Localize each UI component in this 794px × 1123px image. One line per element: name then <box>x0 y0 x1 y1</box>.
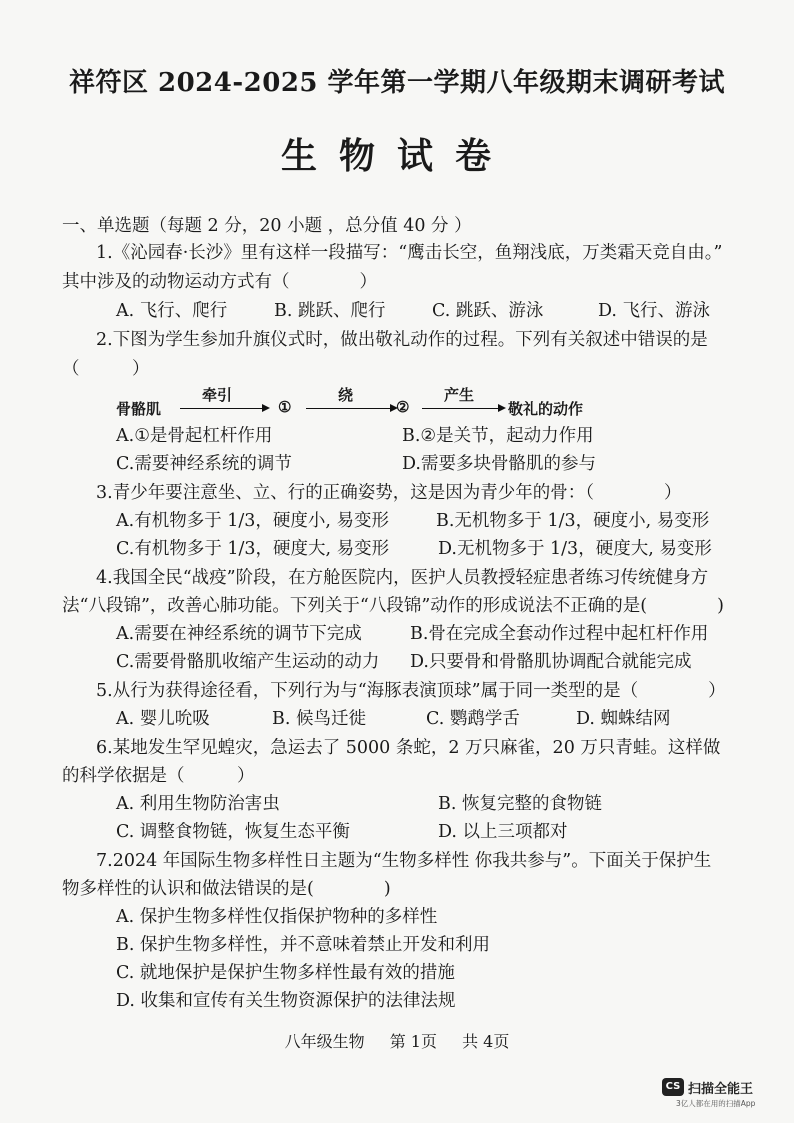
scanner-watermark <box>662 1076 780 1110</box>
question-3-option-d: D.无机物多于 1/3，硬度大, 易变形 <box>438 539 712 559</box>
question-4-option-a: A.需要在神经系统的调节下完成 <box>116 624 362 644</box>
question-5-option-c: C. 鹦鹉学舌 <box>426 709 520 729</box>
question-6-option-d: D. 以上三项都对 <box>438 822 568 842</box>
question-4-stem-line-2: 法“八段锦”，改善心肺功能。下列关于“八段锦”动作的形成说法不正确的是( ) <box>62 596 724 616</box>
question-3-option-a: A.有机物多于 1/3，硬度小, 易变形 <box>116 511 390 531</box>
question-2-stem-line-1: 2.下图为学生参加升旗仪式时，做出敬礼动作的过程。下列有关叙述中错误的是 <box>96 330 708 350</box>
exam-subtitle: 生物试卷 <box>280 135 513 177</box>
camscanner-logo-icon: CS <box>662 1078 684 1096</box>
question-2-option-b: B.②是关节，起动力作用 <box>402 426 594 446</box>
diagram-node-2: ② <box>396 398 410 416</box>
question-7-option-b: B. 保护生物多样性，并不意味着禁止开发和利用 <box>116 935 490 955</box>
question-1-option-a: A. 飞行、爬行 <box>116 301 228 321</box>
question-1-stem-line-2: 其中涉及的动物运动方式有（ ） <box>62 272 377 292</box>
question-7-option-a: A. 保护生物多样性仅指保护物种的多样性 <box>116 907 438 927</box>
question-4-option-b: B.骨在完成全套动作过程中起杠杆作用 <box>410 624 709 644</box>
question-4-option-d: D.只要骨和骨骼肌协调配合就能完成 <box>410 652 692 672</box>
question-4-stem-line-1: 4.我国全民“战疫”阶段，在方舱医院内，医护人员教授轻症患者练习传统健身方 <box>96 568 709 588</box>
diagram-arrow-1 <box>180 408 264 409</box>
question-3-stem-line-1: 3.青少年要注意坐、立、行的正确姿势，这是因为青少年的骨：（ ） <box>96 483 682 503</box>
question-3-option-b: B.无机物多于 1/3，硬度小, 易变形 <box>436 511 710 531</box>
question-2-option-a: A.①是骨起杠杆作用 <box>116 426 273 446</box>
question-3-option-c: C.有机物多于 1/3，硬度大, 易变形 <box>116 539 390 559</box>
diagram-arrow-2 <box>306 408 392 409</box>
question-1-option-b: B. 跳跃、爬行 <box>274 301 386 321</box>
question-5-option-a: A. 婴儿吮吸 <box>116 709 210 729</box>
question-1-option-d: D. 飞行、游泳 <box>598 301 711 321</box>
question-2-stem-line-2: （ ） <box>62 359 150 379</box>
question-7-stem-line-1: 7.2024 年国际生物多样性日主题为“生物多样性 你我共参与”。下面关于保护生 <box>96 851 712 871</box>
question-6-option-a: A. 利用生物防治害虫 <box>116 794 280 814</box>
diagram-arrow-head-1 <box>262 404 270 412</box>
question-7-stem-line-2: 物多样性的认识和做法错误的是( ) <box>62 879 391 899</box>
question-5-option-d: D. 蜘蛛结网 <box>576 709 671 729</box>
diagram-node-1: ① <box>278 398 292 416</box>
question-6-stem-line-1: 6.某地发生罕见蝗灾，急运去了 5000 条蛇，2 万只麻雀，20 万只青蛙。这样做 <box>96 738 721 758</box>
question-1-option-c: C. 跳跃、游泳 <box>432 301 544 321</box>
diagram-start: 骨骼肌 <box>116 400 162 418</box>
footer-total-pages: 共 4页 <box>462 1032 510 1051</box>
scanner-app-name: 扫描全能王 <box>688 1082 754 1097</box>
diagram-step-3: 产生 <box>444 386 475 404</box>
question-5-stem-line-1: 5.从行为获得途径看，下列行为与“海豚表演顶球”属于同一类型的是（ ） <box>96 681 726 701</box>
diagram-arrow-3 <box>422 408 500 409</box>
question-2-option-d: D.需要多块骨骼肌的参与 <box>402 454 596 474</box>
question-2-option-c: C.需要神经系统的调节 <box>116 454 292 474</box>
diagram-step-2: 绕 <box>338 386 354 404</box>
scanner-app-tagline: 3亿人都在用的扫描App <box>676 1099 756 1108</box>
diagram-step-1: 牵引 <box>202 386 233 404</box>
question-4-option-c: C.需要骨骼肌收缩产生运动的动力 <box>116 652 380 672</box>
question-1-stem-line-1: 1.《沁园春·长沙》里有这样一段描写：“鹰击长空，鱼翔浅底，万类霜天竞自由。” <box>96 243 723 263</box>
question-7-option-c: C. 就地保护是保护生物多样性最有效的措施 <box>116 963 455 983</box>
question-5-option-b: B. 候鸟迁徙 <box>272 709 366 729</box>
flow-diagram <box>110 388 710 424</box>
question-6-option-c: C. 调整食物链，恢复生态平衡 <box>116 822 350 842</box>
diagram-end: 敬礼的动作 <box>508 400 584 418</box>
diagram-arrow-head-3 <box>498 404 506 412</box>
question-6-option-b: B. 恢复完整的食物链 <box>438 794 602 814</box>
question-7-option-d: D. 收集和宣传有关生物资源保护的法律法规 <box>116 991 456 1011</box>
footer-subject: 八年级生物 <box>284 1032 365 1051</box>
exam-title: 祥符区 2024-2025 学年第一学期八年级期末调研考试 <box>68 68 726 98</box>
section-heading: 一、单选题（每题 2 分，20 小题 ，总分值 40 分 ） <box>62 216 472 236</box>
footer-page-number: 第 1页 <box>389 1032 437 1051</box>
question-6-stem-line-2: 的科学依据是（ ） <box>62 766 255 786</box>
page-footer <box>0 1029 794 1052</box>
